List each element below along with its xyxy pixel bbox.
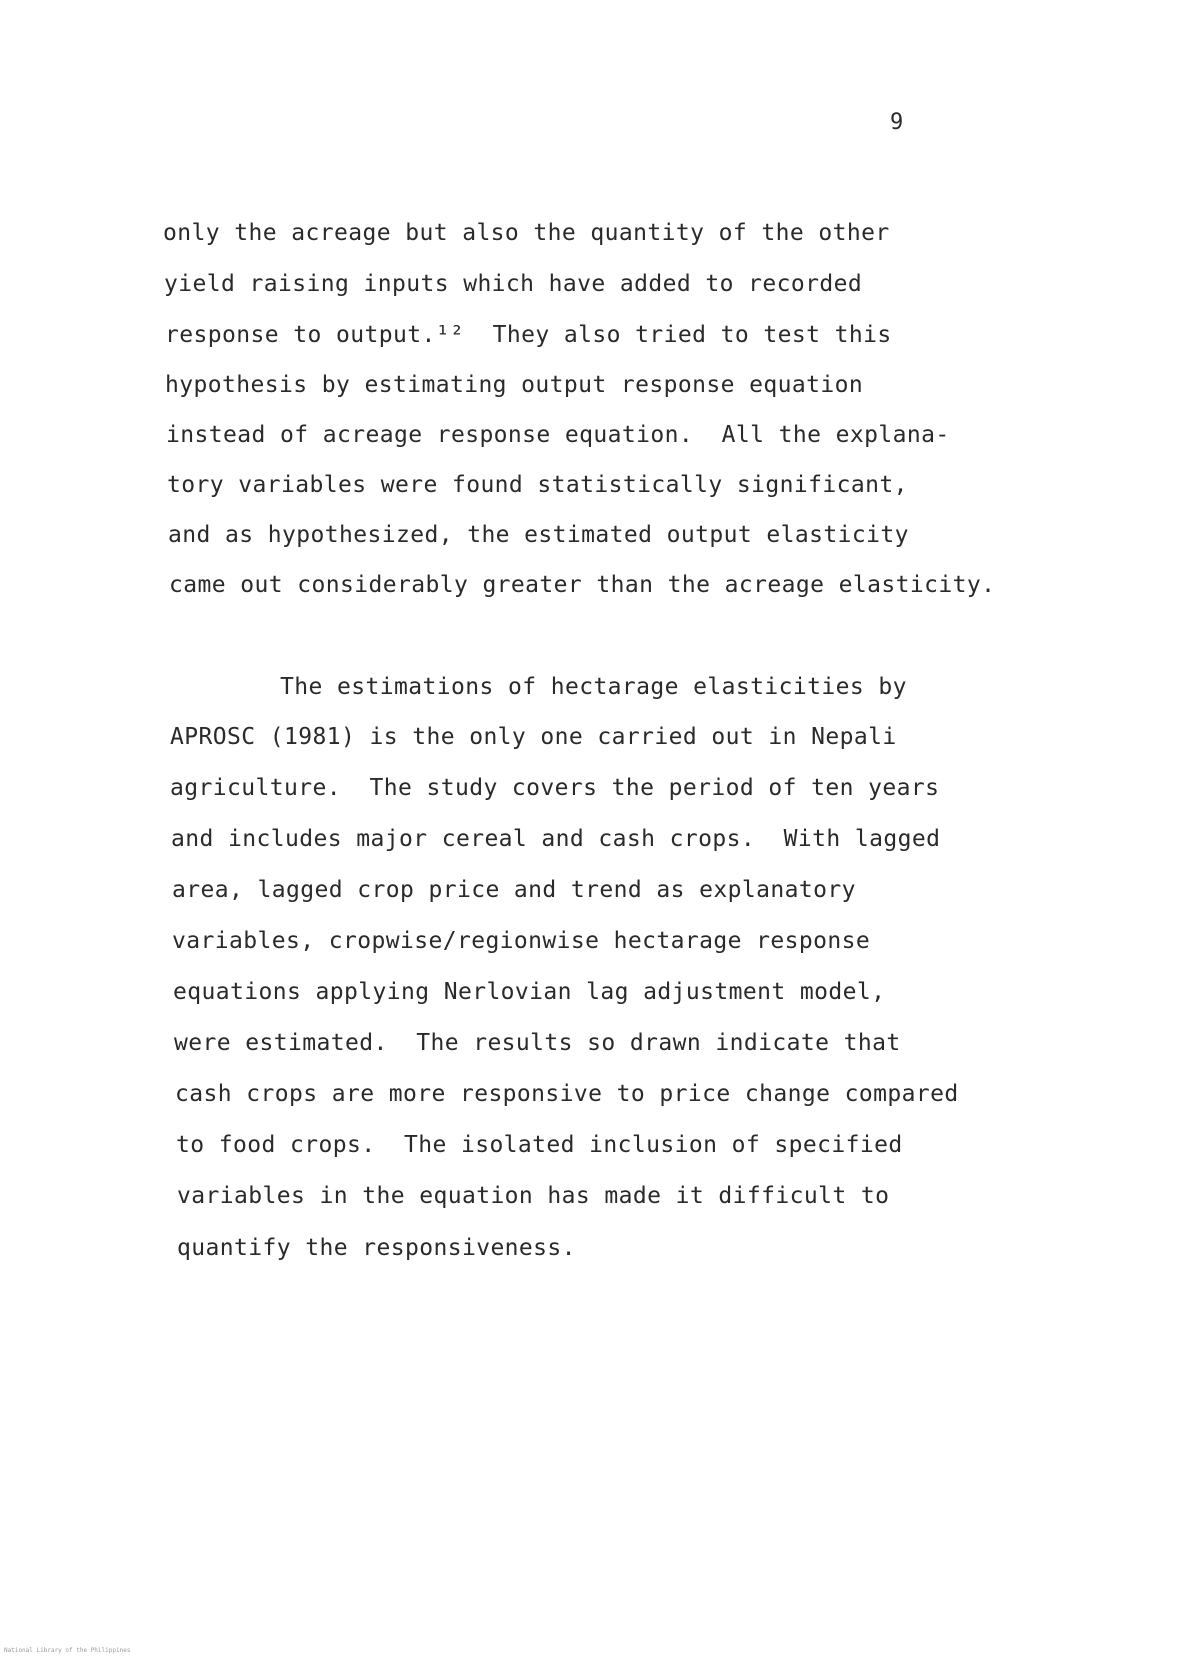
text-line: were estimated. The results so drawn indicate that (174, 1030, 901, 1056)
text-line: APROSC (1981) is the only one carried out in Nepali (170, 724, 897, 750)
text-line: to food crops. The isolated inclusion of specified (176, 1132, 903, 1158)
text-line: and includes major cereal and cash crops. With lagged (171, 826, 941, 852)
text-line: cash crops are more responsive to price change compared (175, 1081, 959, 1107)
text-line: and as hypothesized, the estimated output elasticity (168, 522, 909, 548)
text-line: equations applying Nerlovian lag adjustment model, (173, 979, 886, 1005)
text-line: came out considerably greater than the acreage elasticity. (169, 572, 996, 598)
text-line: The estimations of hectarage elasticities by (280, 674, 907, 700)
text-line: only the acreage but also the quantity of the other (163, 220, 890, 246)
footer-watermark: National Library of the Philippines (4, 1647, 131, 1654)
text-line: hypothesis by estimating output response equation (165, 372, 864, 398)
text-line: response to output.¹² They also tried to test this (165, 322, 892, 348)
text-line: instead of acreage response equation. All the explana- (166, 422, 950, 448)
text-line: quantify the responsiveness. (177, 1235, 576, 1261)
text-line: agriculture. The study covers the period of ten years (170, 775, 940, 801)
text-line: variables in the equation has made it difficult to (177, 1183, 890, 1209)
text-line: yield raising inputs which have added to recorded (164, 271, 863, 297)
text-line: area, lagged crop price and trend as explanatory (172, 877, 856, 903)
page-number: 9 (890, 110, 904, 135)
text-line: variables, cropwise/regionwise hectarage response (172, 928, 871, 954)
text-line: tory variables were found statistically significant, (167, 472, 908, 498)
